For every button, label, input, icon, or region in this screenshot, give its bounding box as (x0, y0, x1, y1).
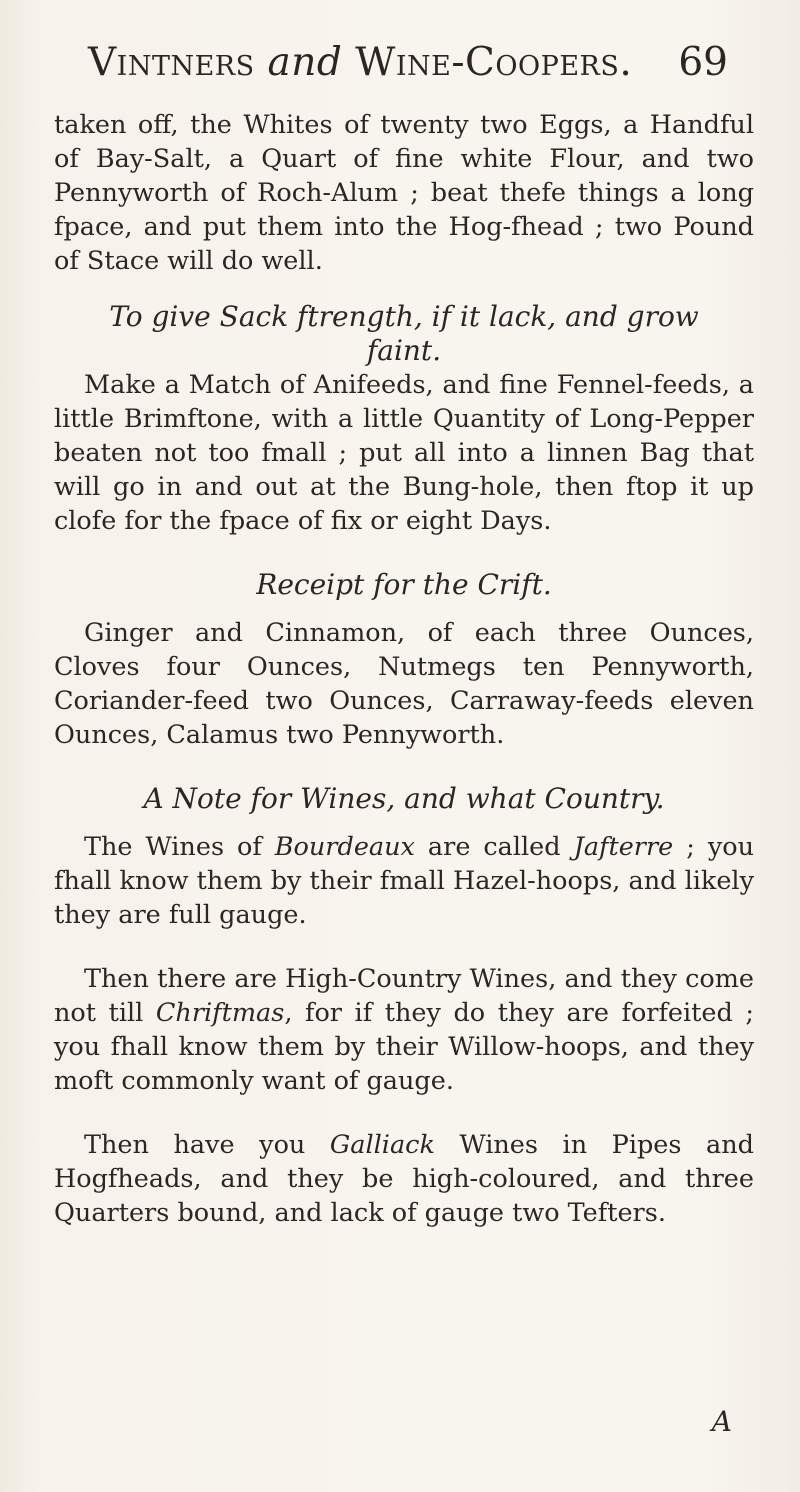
running-head-part1: Vintners (88, 40, 255, 85)
wine-region-name: Galliack (329, 1130, 435, 1160)
text-run: Then have you (84, 1130, 330, 1160)
paragraph-spices: Ginger and Cinnamon, of each three Ounces, Cloves four Ounces, Nutmegs ten Pennyworth, Coriander-feed two Ounces, Carraway-feeds eleven Ounces, Calamus two Pennyworth. (54, 618, 754, 750)
text-run: , for if they do they are forfeited ; you fhall know them by their Willow-hoops, and they moft commonly want of gauge. (54, 998, 755, 1096)
paragraph-continuation: taken off, the Whites of twenty two Eggs, a Handful of Bay-Salt, a Quart of fine white Flour, and two Pennyworth of Roch-Alum ; beat thefe things a long fpace, and put them into the Hog-fhead ; two Pound of Stace will do well. (54, 110, 754, 276)
running-head-and: and (267, 40, 343, 85)
heading-receipt-crist: Receipt for the Crift. (256, 568, 552, 601)
catchword: A (711, 1405, 732, 1438)
paragraph-match-recipe: Make a Match of Anifeeds, and fine Fennel-feeds, a little Brimftone, with a little Quantity of Long-Pepper beaten not too fmall ; put all into a linnen Bag that will go in and out at the Bung-hole, then ftop it up clofe for the fpace of fix or eight Days. (54, 370, 754, 536)
running-head-part2: Wine-Coopers. (355, 40, 633, 85)
running-head (88, 40, 632, 85)
text-run: The Wines of (84, 832, 275, 862)
paragraph-high-country (54, 962, 754, 1098)
body-text (54, 108, 754, 1230)
page-number: 69 (678, 40, 728, 85)
paragraph-galliack (54, 1128, 754, 1230)
paragraph-bourdeaux (54, 830, 754, 932)
heading-note-for-wines: A Note for Wines, and what Country. (143, 782, 665, 815)
wine-name: Jafterre (573, 832, 674, 862)
text-run: Then there are High-Country Wines, and they come not till (54, 964, 754, 1028)
text-run: Wines in Pipes and Hogfheads, and they be high-coloured, and three Quarters bound, and lack of gauge two Tefters. (54, 1130, 754, 1228)
heading-sack-strength-line2: faint. (366, 334, 442, 367)
heading-sack-strength-line1: To give Sack ftrength, if it lack, and grow (109, 300, 699, 333)
place-name: Bourdeaux (274, 832, 415, 862)
page-header (88, 40, 728, 100)
text-run: ; you fhall know them by their fmall Hazel-hoops, and likely they are full gauge. (54, 832, 755, 930)
holiday-name: Chriftmas (155, 998, 285, 1028)
text-run: are called (414, 832, 574, 862)
